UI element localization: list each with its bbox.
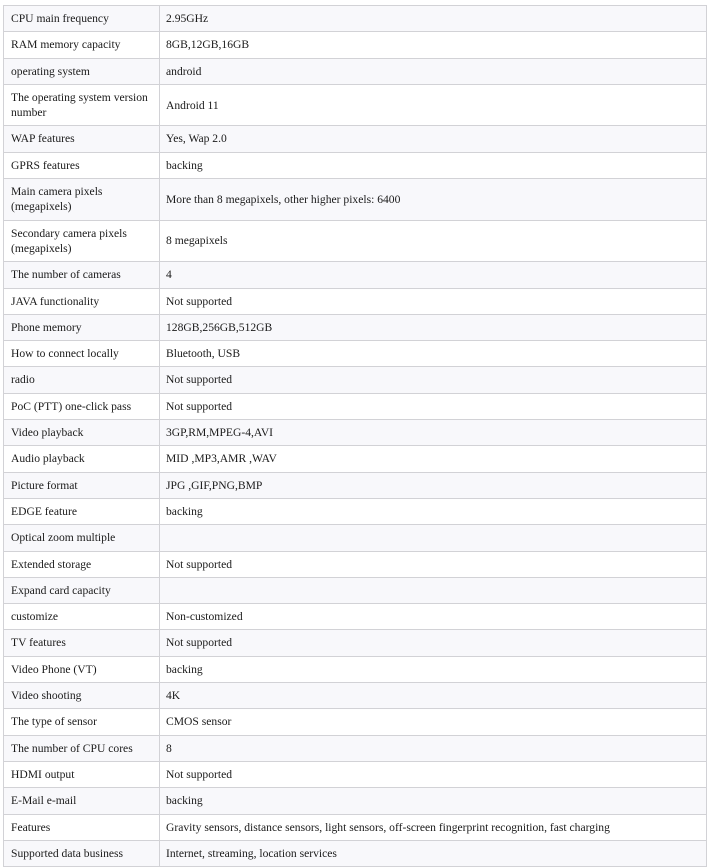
table-row xyxy=(4,814,707,840)
table-row xyxy=(4,761,707,787)
table-row xyxy=(4,6,707,32)
spec-label-cell: How to connect locally xyxy=(4,341,160,367)
table-row xyxy=(4,788,707,814)
spec-value-cell: Non-customized xyxy=(160,604,707,630)
spec-label-cell: JAVA functionality xyxy=(4,288,160,314)
table-row xyxy=(4,840,707,866)
spec-label-cell: Audio playback xyxy=(4,446,160,472)
table-row xyxy=(4,262,707,288)
spec-value-cell: 4 xyxy=(160,262,707,288)
spec-label-cell: Phone memory xyxy=(4,314,160,340)
spec-label-cell: The number of cameras xyxy=(4,262,160,288)
spec-label-cell: Video Phone (VT) xyxy=(4,656,160,682)
table-row xyxy=(4,630,707,656)
spec-value-cell: Not supported xyxy=(160,367,707,393)
spec-value-cell: Not supported xyxy=(160,393,707,419)
table-row xyxy=(4,498,707,524)
table-row xyxy=(4,126,707,152)
table-row xyxy=(4,393,707,419)
spec-label-cell: radio xyxy=(4,367,160,393)
table-row xyxy=(4,341,707,367)
table-row xyxy=(4,420,707,446)
spec-label-cell: WAP features xyxy=(4,126,160,152)
table-row xyxy=(4,314,707,340)
spec-label-cell: Video shooting xyxy=(4,683,160,709)
spec-label-cell: TV features xyxy=(4,630,160,656)
spec-value-cell: 8 xyxy=(160,735,707,761)
table-row xyxy=(4,577,707,603)
spec-label-cell: Picture format xyxy=(4,472,160,498)
spec-value-cell: Yes, Wap 2.0 xyxy=(160,126,707,152)
spec-value-cell xyxy=(160,577,707,603)
spec-label-cell: Secondary camera pixels (megapixels) xyxy=(4,220,160,262)
spec-label-cell: operating system xyxy=(4,58,160,84)
table-row xyxy=(4,367,707,393)
spec-value-cell: 2.95GHz xyxy=(160,6,707,32)
table-row xyxy=(4,58,707,84)
spec-label-cell: The operating system version number xyxy=(4,84,160,126)
spec-value-cell: 8GB,12GB,16GB xyxy=(160,32,707,58)
table-row xyxy=(4,656,707,682)
spec-label-cell: HDMI output xyxy=(4,761,160,787)
spec-value-cell: MID ,MP3,AMR ,WAV xyxy=(160,446,707,472)
spec-value-cell: Not supported xyxy=(160,761,707,787)
spec-value-cell: 3GP,RM,MPEG-4,AVI xyxy=(160,420,707,446)
table-row xyxy=(4,551,707,577)
spec-label-cell: Features xyxy=(4,814,160,840)
table-row xyxy=(4,32,707,58)
spec-value-cell: Gravity sensors, distance sensors, light sensors, off-screen fingerprint recognition, fast charging xyxy=(160,814,707,840)
spec-value-cell: Android 11 xyxy=(160,84,707,126)
table-row xyxy=(4,525,707,551)
spec-value-cell: backing xyxy=(160,152,707,178)
table-row xyxy=(4,735,707,761)
table-row xyxy=(4,604,707,630)
table-row xyxy=(4,84,707,126)
spec-label-cell: CPU main frequency xyxy=(4,6,160,32)
spec-label-cell: The type of sensor xyxy=(4,709,160,735)
spec-value-cell: backing xyxy=(160,498,707,524)
spec-value-cell: Not supported xyxy=(160,551,707,577)
table-row xyxy=(4,446,707,472)
table-row xyxy=(4,179,707,221)
table-row xyxy=(4,152,707,178)
spec-label-cell: The number of CPU cores xyxy=(4,735,160,761)
spec-value-cell: 128GB,256GB,512GB xyxy=(160,314,707,340)
spec-label-cell: E-Mail e-mail xyxy=(4,788,160,814)
spec-value-cell: backing xyxy=(160,788,707,814)
spec-value-cell: JPG ,GIF,PNG,BMP xyxy=(160,472,707,498)
spec-label-cell: EDGE feature xyxy=(4,498,160,524)
spec-value-cell xyxy=(160,525,707,551)
spec-table-body xyxy=(4,6,707,867)
spec-value-cell: Not supported xyxy=(160,630,707,656)
table-row xyxy=(4,683,707,709)
spec-label-cell: GPRS features xyxy=(4,152,160,178)
spec-label-cell: RAM memory capacity xyxy=(4,32,160,58)
table-row xyxy=(4,288,707,314)
spec-label-cell: Extended storage xyxy=(4,551,160,577)
spec-value-cell: backing xyxy=(160,656,707,682)
spec-label-cell: Expand card capacity xyxy=(4,577,160,603)
spec-label-cell: Supported data business xyxy=(4,840,160,866)
spec-label-cell: customize xyxy=(4,604,160,630)
device-specification-table xyxy=(3,5,707,867)
spec-value-cell: Not supported xyxy=(160,288,707,314)
spec-label-cell: Video playback xyxy=(4,420,160,446)
spec-value-cell: 4K xyxy=(160,683,707,709)
spec-value-cell: Bluetooth, USB xyxy=(160,341,707,367)
spec-value-cell: 8 megapixels xyxy=(160,220,707,262)
spec-label-cell: Main camera pixels (megapixels) xyxy=(4,179,160,221)
table-row xyxy=(4,709,707,735)
spec-value-cell: More than 8 megapixels, other higher pixels: 6400 xyxy=(160,179,707,221)
spec-value-cell: Internet, streaming, location services xyxy=(160,840,707,866)
table-row xyxy=(4,472,707,498)
table-row xyxy=(4,220,707,262)
spec-label-cell: PoC (PTT) one-click pass xyxy=(4,393,160,419)
spec-label-cell: Optical zoom multiple xyxy=(4,525,160,551)
spec-value-cell: CMOS sensor xyxy=(160,709,707,735)
spec-value-cell: android xyxy=(160,58,707,84)
